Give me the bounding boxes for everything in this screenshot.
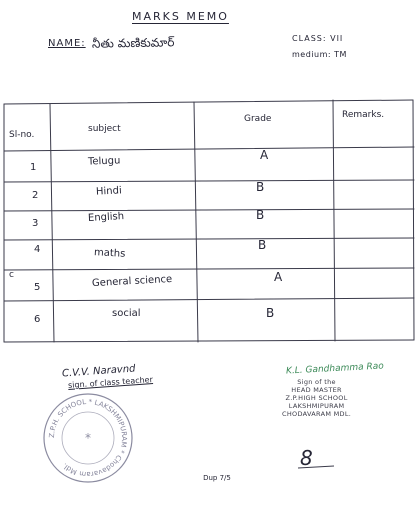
row-grade: B: [266, 306, 275, 320]
row-sl: 1: [30, 162, 37, 173]
headmaster-signature: K.L. Gandhamma Rao: [285, 361, 385, 377]
svg-text:*: *: [85, 431, 91, 445]
bottom-mark: Dup 7/5: [203, 474, 231, 482]
column-header-subject: subject: [88, 124, 121, 134]
bottom-scribble: 8: [300, 446, 313, 470]
headmaster-stamp: [282, 378, 351, 418]
row-grade: A: [274, 270, 283, 284]
class-info: CLASS: VII: [292, 34, 344, 43]
teacher-sign-label: sign. of class teacher: [67, 375, 154, 390]
row-sl: 4: [34, 244, 41, 255]
stamp-line: LAKSHMIPURAM: [288, 402, 345, 410]
row-sl: 6: [34, 314, 41, 325]
stamp-line: Z.P.HIGH SCHOOL: [285, 394, 348, 402]
scribble-underline: [296, 462, 336, 472]
seal-text: Z.P.H. SCHOOL * LAKSHMIPURAM * Chodavaram Mdl.: [47, 397, 129, 479]
student-name: నీతు మణికుమార్: [91, 35, 175, 51]
row-grade: B: [256, 180, 265, 194]
column-header-grade: Grade: [244, 114, 272, 124]
stamp-line: Sign of the: [297, 378, 336, 386]
row-subject: maths: [93, 247, 126, 260]
row-subject: social: [112, 308, 141, 319]
row-grade: B: [256, 208, 265, 222]
stamp-line: HEAD MASTER: [291, 386, 342, 394]
row-sl: 3: [32, 218, 39, 229]
row-subject: English: [87, 211, 125, 224]
column-header-slno: Sl-no.: [9, 130, 35, 140]
row-grade: B: [258, 238, 267, 252]
row-sl: 2: [32, 190, 39, 201]
teacher-signature: C.V.V. Naravnd: [61, 363, 136, 380]
medium-info: medium: TM: [292, 50, 347, 59]
row-sl: 5: [34, 282, 41, 293]
row-subject: General science: [91, 273, 173, 290]
column-header-remarks: Remarks.: [342, 110, 385, 120]
stamp-line: CHODAVARAM MDL.: [282, 410, 352, 418]
row-subject: Hindi: [95, 185, 123, 198]
memo-title: MARKS MEMO: [132, 10, 229, 23]
name-label: NAME:: [48, 38, 86, 49]
row-subject: Telugu: [87, 155, 121, 168]
row-grade: A: [260, 148, 269, 162]
school-seal-icon: [42, 392, 134, 484]
margin-mark: c: [9, 270, 14, 280]
